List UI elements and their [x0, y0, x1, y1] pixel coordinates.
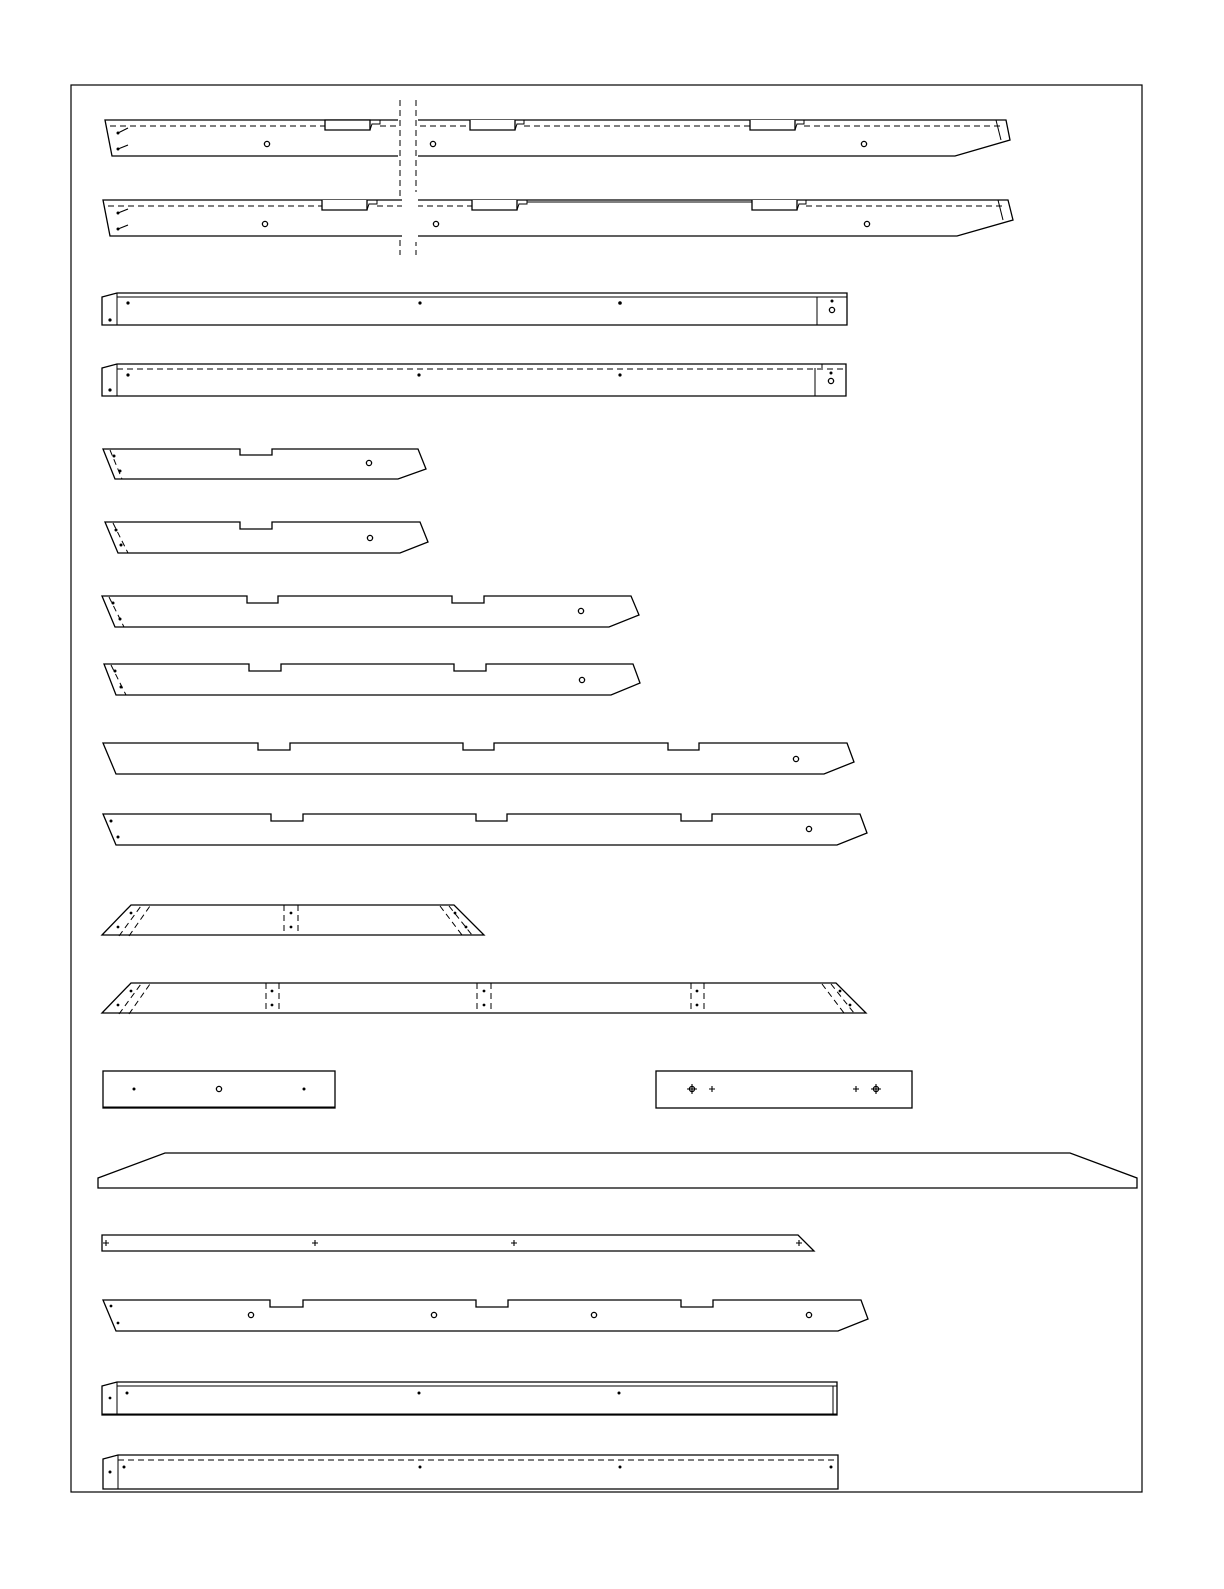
part-long-rail-4	[103, 814, 867, 845]
part-short-rail-2	[105, 522, 428, 553]
part-long-brace	[102, 983, 866, 1014]
part-ridge-board	[98, 1153, 1137, 1188]
part-long-rail-3	[103, 743, 854, 774]
part-straight-beam-1	[102, 293, 847, 325]
part-small-plate-right	[656, 1071, 912, 1108]
part-straight-beam-4	[103, 1455, 838, 1489]
part-short-brace	[102, 905, 484, 936]
part-small-plate-left	[103, 1071, 335, 1108]
part-long-rail-1	[105, 112, 1010, 162]
part-straight-beam-3	[102, 1382, 837, 1415]
part-long-rail-2	[103, 192, 1013, 242]
part-medium-rail-1	[102, 596, 639, 627]
part-medium-rail-2	[104, 664, 640, 695]
part-straight-beam-2	[102, 364, 846, 396]
part-short-rail-1	[103, 449, 426, 479]
part-long-rail-5	[103, 1300, 868, 1331]
part-thin-strip	[102, 1235, 814, 1251]
